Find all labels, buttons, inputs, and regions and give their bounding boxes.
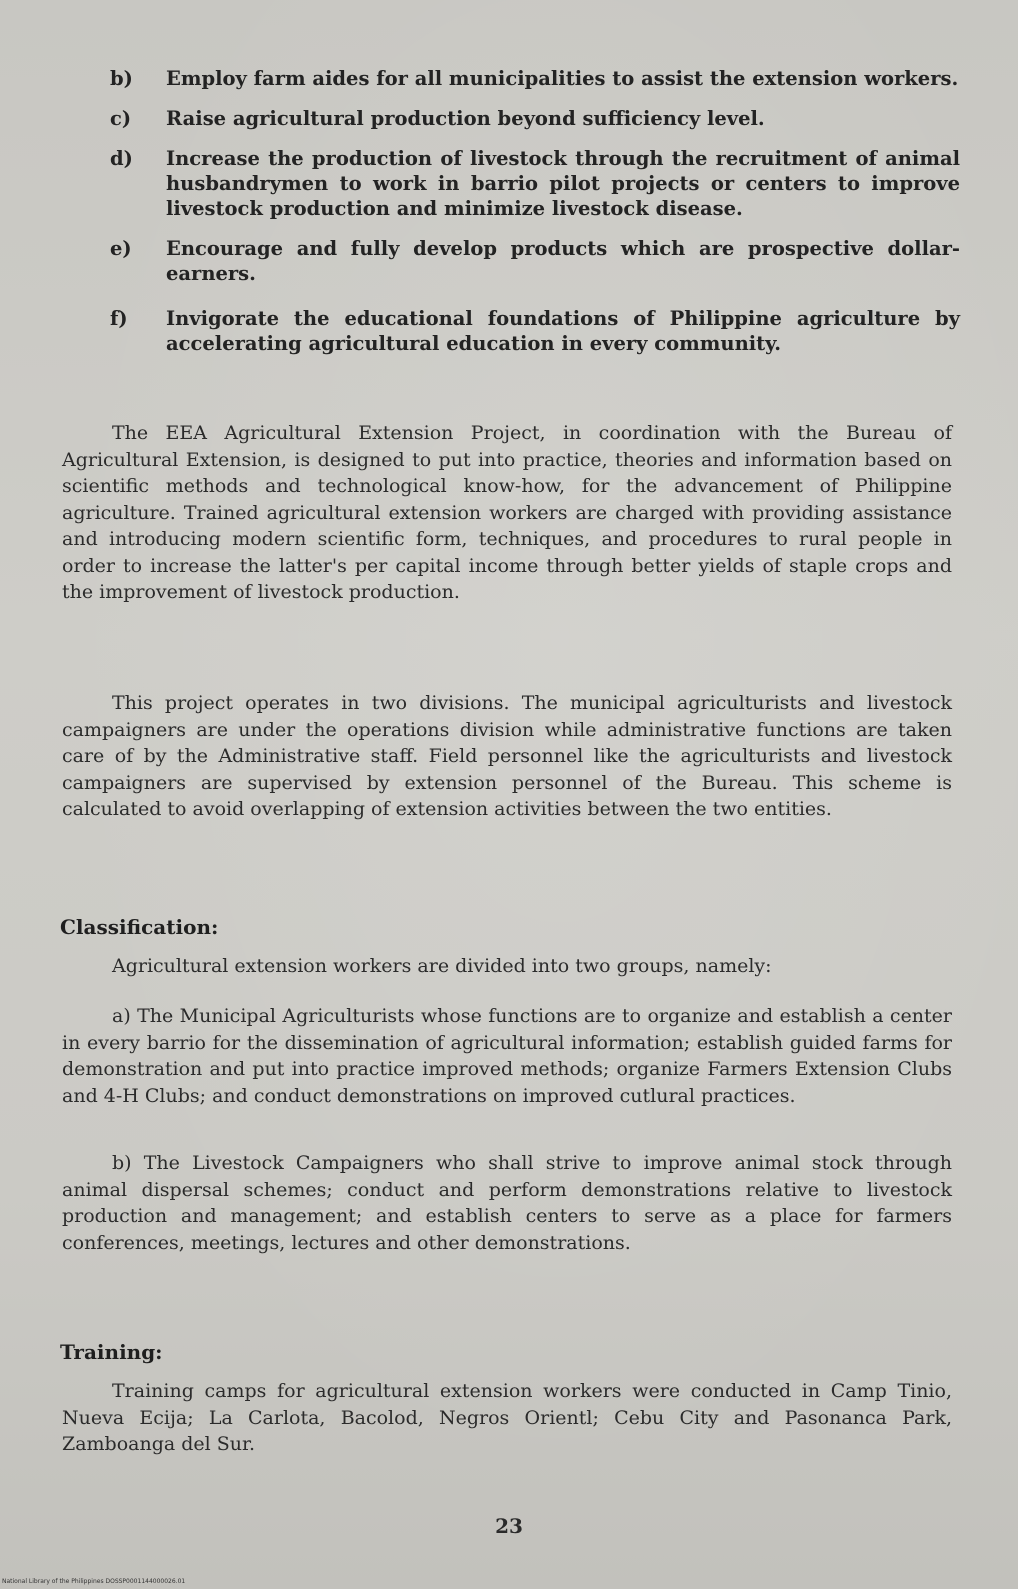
list-item-text: Increase the production of livestock through the recruitment of animal husbandrymen to work in barrio pilot projects or centers to improve livestock production and minimize livestock disease. (166, 147, 960, 220)
paragraph-extension-project: The EEA Agricultural Extension Project, in coordination with the Bureau of Agricultural Extension, is designed to put into practice, theories and information based on scientific methods and technological know-how, for the advancement of Philippine agriculture. Trained agricultural extension workers are charged with providing assistance and introducing modern scientific form, techniques, and procedures to rural people in order to increase the latter's per capital income through better yields of staple crops and the improvement of livestock production. (62, 422, 952, 603)
objectives-list (110, 66, 960, 371)
paragraph-training-camps: Training camps for agricultural extension workers were conducted in Camp Tinio, Nueva Ecija; La Carlota, Bacolod, Negros Orientl; Cebu City and Pasonanca Park, Zamboanga del Sur. (62, 1380, 952, 1455)
page-number: 23 (495, 1514, 523, 1538)
list-item-text: Employ farm aides for all municipalities to assist the extension workers. (166, 67, 959, 90)
paragraph-municipal-agriculturists: a) The Municipal Agriculturists whose functions are to organize and establish a center in every barrio for the dissemination of agricultural information; establish guided farms for demonstration and put into practice improved methods; organize Farmers Extension Clubs and 4-H Clubs; and conduct demonstrations on improved cutlural practices. (62, 1005, 952, 1107)
heading-training: Training: (60, 1340, 163, 1364)
list-item-letter: d) (110, 147, 133, 170)
paragraph-livestock-campaigners: b) The Livestock Campaigners who shall strive to improve animal stock through animal dispersal schemes; conduct and perform demonstrations relative to livestock production and management; and establish centers to serve as a place for farmers conferences, meetings, lectures and other demonstrations. (62, 1152, 952, 1254)
paragraph-divisions: This project operates in two divisions. The municipal agriculturists and livestock campaigners are under the operations division while administrative functions are taken care of by the Administrative staff. Field personnel like the agriculturists and livestock campaigners are supervised by extension personnel of the Bureau. This scheme is calculated to avoid overlapping of extension activities between the two entities. (62, 692, 952, 820)
list-item-letter: e) (110, 237, 132, 260)
list-item-letter: f) (110, 307, 128, 330)
footer-archive-id: National Library of the Philippines DOSSP0001144000026.01 (2, 1578, 186, 1585)
list-item-text: Raise agricultural production beyond sufficiency level. (166, 107, 765, 130)
list-item (110, 306, 960, 356)
list-item-text: Invigorate the educational foundations of Philippine agriculture by accelerating agricultural education in every community. (166, 307, 960, 355)
list-item (110, 236, 960, 286)
list-item-letter: b) (110, 67, 133, 90)
list-item (110, 146, 960, 221)
list-item (110, 66, 960, 91)
heading-classification: Classification: (60, 915, 219, 939)
paragraph-groups-intro: Agricultural extension workers are divided into two groups, namely: (112, 955, 772, 977)
list-item-letter: c) (110, 107, 132, 130)
list-item-text: Encourage and fully develop products which are prospective dollar-earners. (166, 237, 960, 285)
list-item (110, 106, 960, 131)
